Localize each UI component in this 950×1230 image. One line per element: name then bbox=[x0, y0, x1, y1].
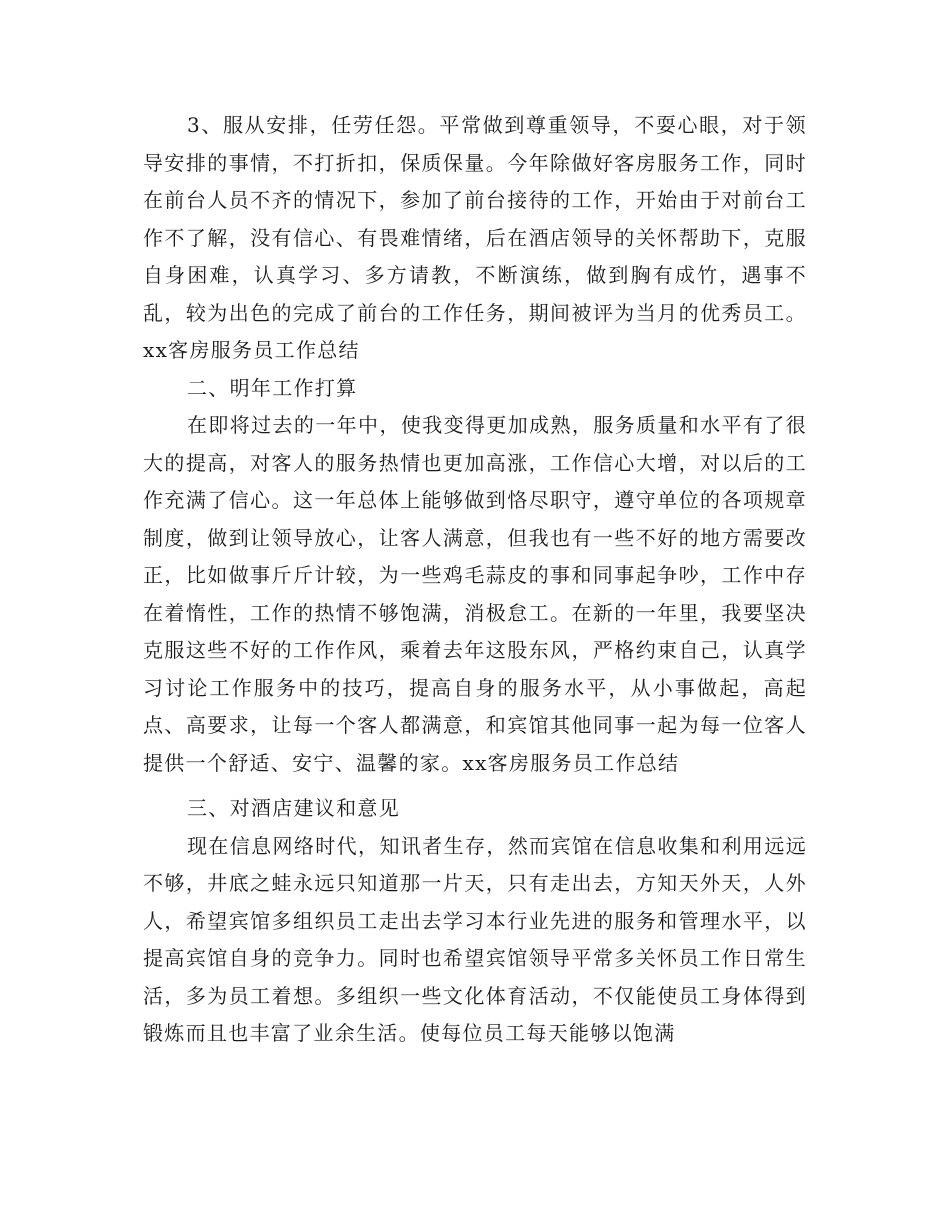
document-body bbox=[143, 107, 807, 1053]
paragraph-gap bbox=[143, 782, 807, 790]
paragraph-service-attitude: 3、服从安排，任劳任怨。平常做到尊重领导，不耍心眼，对于领导安排的事情，不打折扣，保质保量。今年除做好客房服务工作，同时在前台人员不齐的情况下，参加了前台接待的工作，开始由于对前台工作不了解，没有信心、有畏难情绪，后在酒店领导的关怀帮助下，克服自身困难，认真学习、多方请教，不断演练，做到胸有成竹，遇事不乱，较为出色的完成了前台的工作任务，期间被评为当月的优秀员工。xx客房服务员工作总结 bbox=[143, 113, 807, 362]
section-heading-hotel-suggestions: 三、对酒店建议和意见 bbox=[187, 796, 400, 820]
section-heading-next-year-plan: 二、明年工作打算 bbox=[187, 375, 358, 400]
paragraph-next-year-plan: 在即将过去的一年中，使我变得更加成熟，服务质量和水平有了很大的提高，对客人的服务热情也更加高涨，工作信心大增，对以后的工作充满了信心。这一年总体上能够做到恪尽职守，遵守单位的各项规章制度，做到让领导放心，让客人满意，但我也有一些不好的地方需要改正，比如做事斤斤计较，为一些鸡毛蒜皮的事和同事起争吵，工作中存在着惰性，工作的热情不够饱满，消极怠工。在新的一年里，我要坚决克服这些不好的工作作风，乘着去年这股东风，严格约束自己，认真学习讨论工作服务中的技巧，提高自身的服务水平，从小事做起，高起点、高要求，让每一个客人都满意，和宾馆其他同事一起为每一位客人提供一个舒适、安宁、温馨的家。xx客房服务员工作总结 bbox=[143, 413, 807, 775]
paragraph-hotel-suggestions: 现在信息网络时代，知讯者生存，然而宾馆在信息收集和利用远远不够，井底之蛙永远只知道那一片天，只有走出去，方知天外天，人外人，希望宾馆多组织员工走出去学习本行业先进的服务和管理水平，以提高宾馆自身的竞争力。同时也希望宾馆领导平常多关怀员工作日常生活，多为员工着想。多组织一些文化体育活动，不仅能使员工身体得到锻炼而且也丰富了业余生活。使每位员工每天能够以饱满 bbox=[143, 833, 807, 1045]
